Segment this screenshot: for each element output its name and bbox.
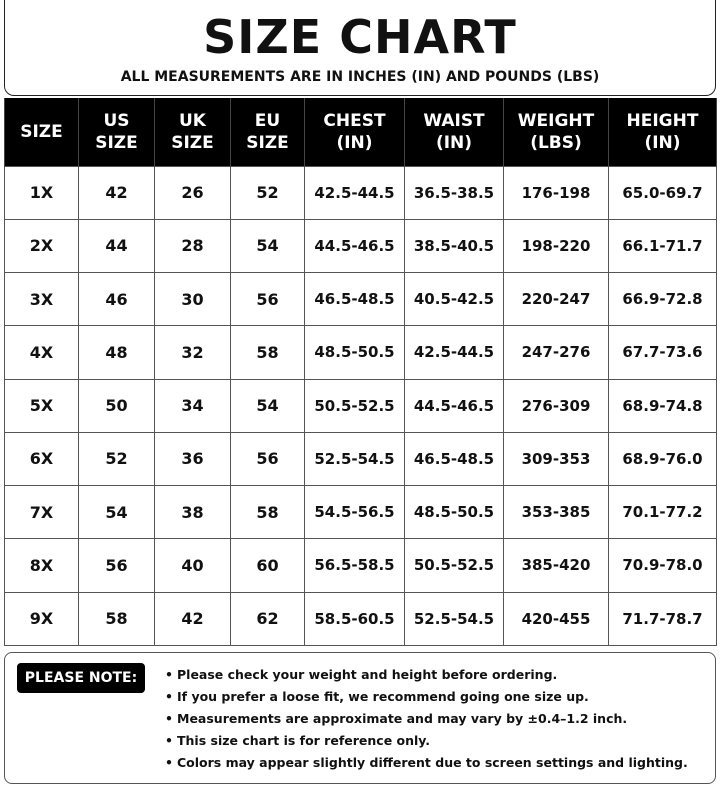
cell-uk-size: 26 (155, 166, 231, 219)
cell-eu-size: 62 (231, 592, 305, 645)
column-header-line1: HEIGHT (626, 110, 699, 131)
column-header-line2: (IN) (644, 132, 681, 153)
column-header-line1: WAIST (423, 110, 485, 131)
cell-us-size: 54 (79, 486, 155, 539)
page-title: SIZE CHART (203, 10, 517, 64)
cell-uk-size: 40 (155, 539, 231, 592)
cell-uk-size: 38 (155, 486, 231, 539)
cell-height: 70.1-77.2 (609, 486, 717, 539)
note-item (165, 730, 713, 752)
table-row (5, 166, 717, 219)
note-label: PLEASE NOTE: (17, 663, 145, 693)
note-text: This size chart is for reference only. (177, 733, 431, 748)
column-header-line2: SIZE (95, 132, 138, 153)
column-header-chest (305, 98, 405, 166)
cell-weight: 385-420 (504, 539, 609, 592)
cell-weight: 276-309 (504, 379, 609, 432)
table-row (5, 486, 717, 539)
cell-height: 66.9-72.8 (609, 273, 717, 326)
column-header-line2: SIZE (246, 132, 289, 153)
cell-waist: 40.5-42.5 (405, 273, 504, 326)
cell-us-size: 46 (79, 273, 155, 326)
column-header-uk-size (155, 98, 231, 166)
cell-eu-size: 54 (231, 379, 305, 432)
column-header-eu-size (231, 98, 305, 166)
column-header-line1: EU (254, 110, 281, 131)
cell-eu-size: 54 (231, 219, 305, 272)
cell-chest: 44.5-46.5 (305, 219, 405, 272)
cell-chest: 48.5-50.5 (305, 326, 405, 379)
cell-chest: 46.5-48.5 (305, 273, 405, 326)
note-box (4, 652, 716, 784)
note-text: Colors may appear slightly different due to screen settings and lighting. (177, 755, 688, 770)
note-item (165, 752, 713, 774)
note-list (165, 664, 713, 774)
column-header-height (609, 98, 717, 166)
cell-uk-size: 32 (155, 326, 231, 379)
cell-uk-size: 36 (155, 432, 231, 485)
cell-size: 2X (5, 219, 79, 272)
cell-chest: 58.5-60.5 (305, 592, 405, 645)
cell-size: 5X (5, 379, 79, 432)
column-header-line1: UK (179, 110, 206, 131)
cell-size: 3X (5, 273, 79, 326)
cell-height: 70.9-78.0 (609, 539, 717, 592)
cell-chest: 52.5-54.5 (305, 432, 405, 485)
column-header-line1: WEIGHT (517, 110, 595, 131)
cell-us-size: 44 (79, 219, 155, 272)
cell-weight: 420-455 (504, 592, 609, 645)
cell-waist: 46.5-48.5 (405, 432, 504, 485)
cell-height: 67.7-73.6 (609, 326, 717, 379)
cell-size: 9X (5, 592, 79, 645)
page-subtitle: ALL MEASUREMENTS ARE IN INCHES (IN) AND POUNDS (LBS) (120, 69, 600, 85)
column-header-line2: (IN) (336, 132, 373, 153)
bullet-icon: • (165, 733, 173, 748)
bullet-icon: • (165, 667, 173, 682)
cell-eu-size: 56 (231, 432, 305, 485)
cell-us-size: 58 (79, 592, 155, 645)
table-row (5, 379, 717, 432)
column-header-us-size (79, 98, 155, 166)
cell-eu-size: 52 (231, 166, 305, 219)
cell-us-size: 52 (79, 432, 155, 485)
cell-height: 66.1-71.7 (609, 219, 717, 272)
note-item (165, 708, 713, 730)
table-body (5, 166, 717, 646)
cell-eu-size: 58 (231, 486, 305, 539)
chart-header (4, 0, 716, 96)
cell-uk-size: 30 (155, 273, 231, 326)
cell-waist: 48.5-50.5 (405, 486, 504, 539)
column-header-line1: CHEST (323, 110, 386, 131)
cell-weight: 176-198 (504, 166, 609, 219)
cell-us-size: 48 (79, 326, 155, 379)
cell-waist: 42.5-44.5 (405, 326, 504, 379)
cell-weight: 309-353 (504, 432, 609, 485)
table-header-row (5, 98, 717, 166)
cell-chest: 56.5-58.5 (305, 539, 405, 592)
cell-height: 68.9-74.8 (609, 379, 717, 432)
cell-waist: 50.5-52.5 (405, 539, 504, 592)
cell-size: 7X (5, 486, 79, 539)
cell-uk-size: 34 (155, 379, 231, 432)
bullet-icon: • (165, 711, 173, 726)
cell-size: 6X (5, 432, 79, 485)
cell-waist: 36.5-38.5 (405, 166, 504, 219)
table-row (5, 432, 717, 485)
column-header-line2: (IN) (435, 132, 473, 153)
note-text: Measurements are approximate and may vary by ±0.4–1.2 inch. (177, 711, 628, 726)
table-row (5, 219, 717, 272)
cell-us-size: 56 (79, 539, 155, 592)
cell-size: 8X (5, 539, 79, 592)
cell-uk-size: 42 (155, 592, 231, 645)
cell-height: 65.0-69.7 (609, 166, 717, 219)
bullet-icon: • (165, 755, 173, 770)
bullet-icon: • (165, 689, 173, 704)
cell-waist: 52.5-54.5 (405, 592, 504, 645)
cell-eu-size: 58 (231, 326, 305, 379)
cell-chest: 42.5-44.5 (305, 166, 405, 219)
column-header-size (5, 98, 79, 166)
cell-waist: 44.5-46.5 (405, 379, 504, 432)
column-header-line1: US (103, 110, 130, 131)
table-row (5, 539, 717, 592)
column-header-weight (504, 98, 609, 166)
cell-chest: 50.5-52.5 (305, 379, 405, 432)
note-item (165, 664, 713, 686)
cell-size: 4X (5, 326, 79, 379)
table-row (5, 592, 717, 645)
cell-eu-size: 60 (231, 539, 305, 592)
cell-weight: 198-220 (504, 219, 609, 272)
column-header-line2: SIZE (171, 132, 214, 153)
column-header-line1: SIZE (20, 121, 63, 142)
cell-uk-size: 28 (155, 219, 231, 272)
cell-weight: 247-276 (504, 326, 609, 379)
cell-size: 1X (5, 166, 79, 219)
cell-weight: 353-385 (504, 486, 609, 539)
note-text: Please check your weight and height before ordering. (177, 667, 558, 682)
cell-us-size: 42 (79, 166, 155, 219)
cell-us-size: 50 (79, 379, 155, 432)
table-row (5, 326, 717, 379)
column-header-waist (405, 98, 504, 166)
cell-chest: 54.5-56.5 (305, 486, 405, 539)
cell-weight: 220-247 (504, 273, 609, 326)
cell-eu-size: 56 (231, 273, 305, 326)
column-header-line2: (LBS) (530, 132, 582, 153)
note-text: If you prefer a loose fit, we recommend going one size up. (177, 689, 589, 704)
note-item (165, 686, 713, 708)
cell-height: 68.9-76.0 (609, 432, 717, 485)
table-row (5, 273, 717, 326)
size-table (4, 98, 717, 646)
cell-height: 71.7-78.7 (609, 592, 717, 645)
cell-waist: 38.5-40.5 (405, 219, 504, 272)
